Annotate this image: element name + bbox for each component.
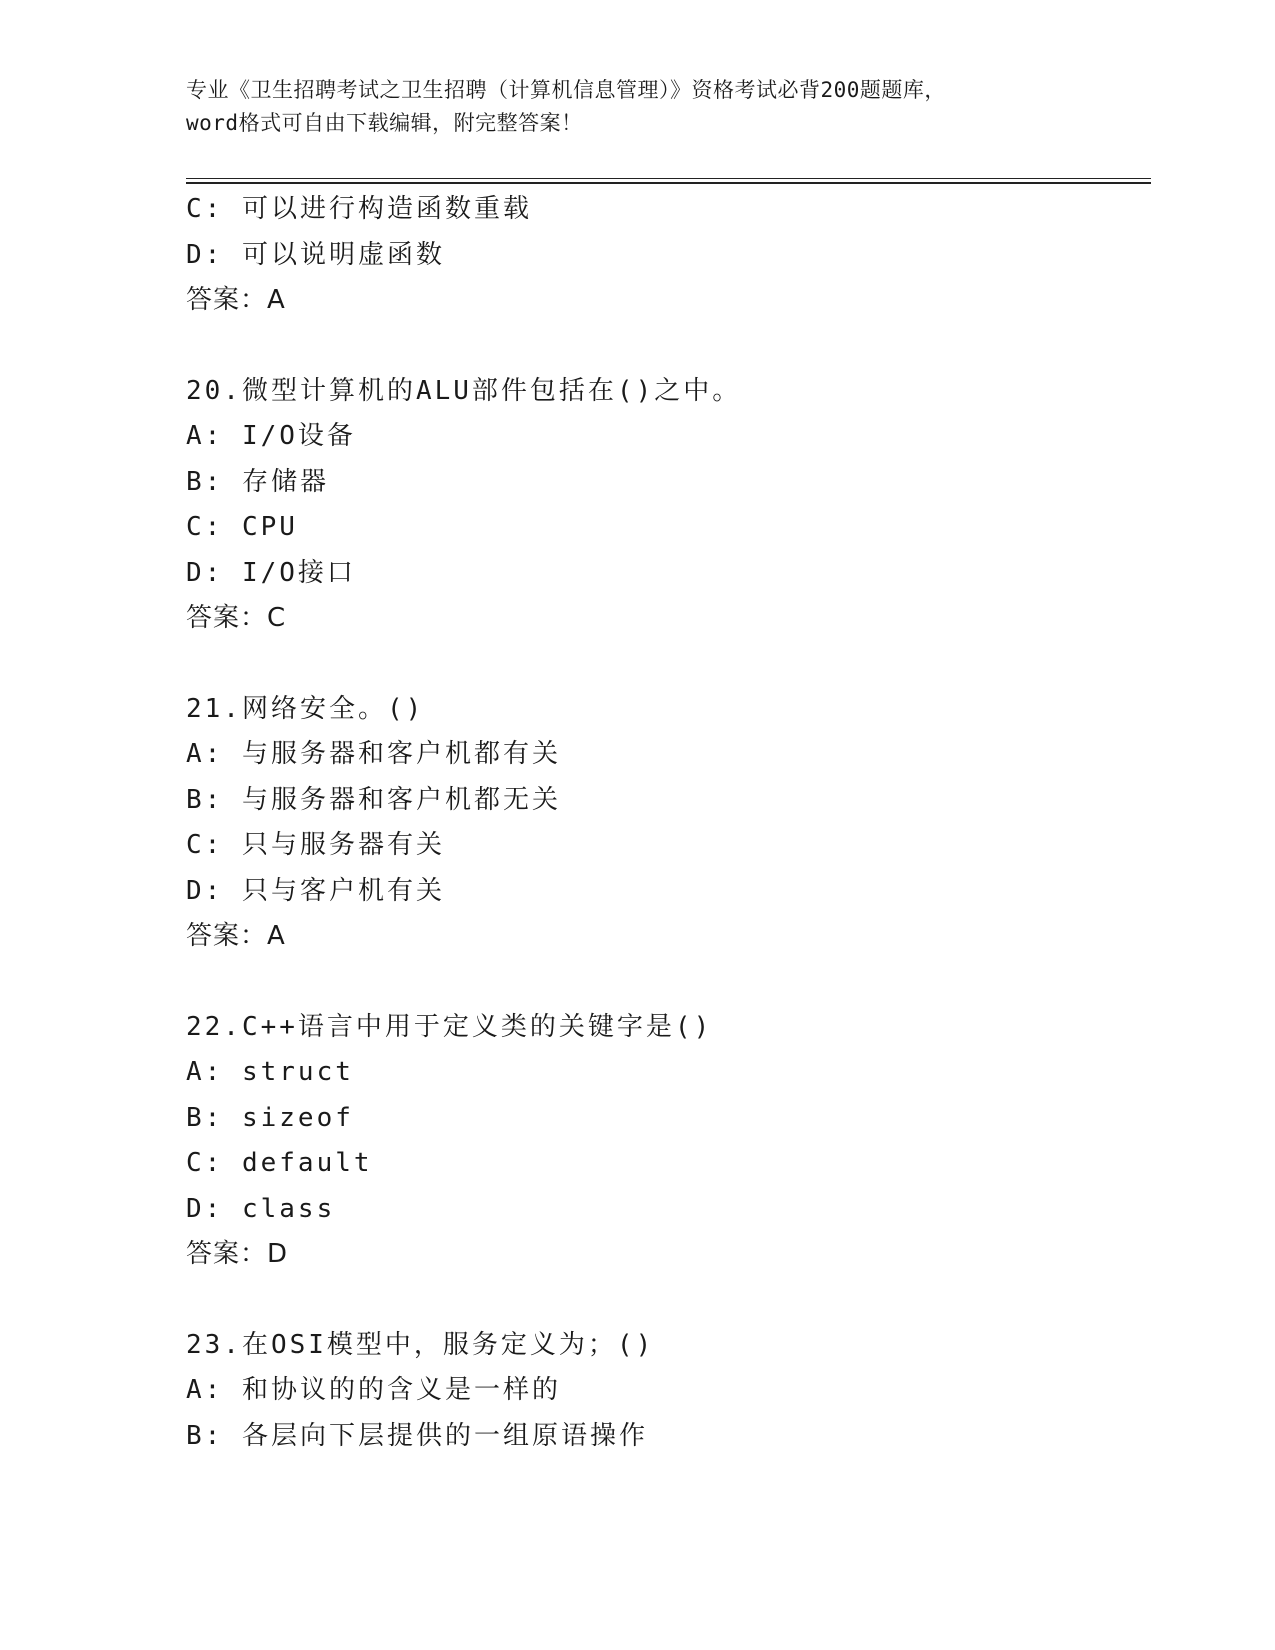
option-b: B: 与服务器和客户机都无关 <box>186 784 561 815</box>
question-text: 21.网络安全。() <box>186 693 425 724</box>
option-c: C: 只与服务器有关 <box>186 830 445 860</box>
question-21 <box>186 687 1146 960</box>
option-a: A: 与服务器和客户机都有关 <box>186 739 561 769</box>
header-divider-thin <box>186 178 1151 179</box>
answer-line: 答案：A <box>186 921 286 951</box>
header-title-line-2: word格式可自由下载编辑，附完整答案！ <box>186 111 583 135</box>
option-b: B: sizeof <box>186 1102 354 1133</box>
document-header <box>186 74 1086 140</box>
question-text: 23.在OSI模型中，服务定义为；() <box>186 1329 655 1360</box>
spacer <box>186 960 1146 1005</box>
option-c: C: 可以进行构造函数重载 <box>186 194 532 224</box>
option-d: D: I/O接口 <box>186 557 356 588</box>
header-title-line-1: 专业《卫生招聘考试之卫生招聘（计算机信息管理）》资格考试必背200题题库， <box>186 78 946 102</box>
option-c: C: default <box>186 1148 373 1178</box>
option-b: B: 各层向下层提供的一组原语操作 <box>186 1420 648 1451</box>
question-text: 22.C++语言中用于定义类的关键字是() <box>186 1011 713 1042</box>
option-d: D: 只与客户机有关 <box>186 875 445 906</box>
option-d: D: class <box>186 1193 336 1224</box>
spacer <box>186 324 1146 369</box>
option-b: B: 存储器 <box>186 466 329 497</box>
option-d: D: 可以说明虚函数 <box>186 239 445 270</box>
spacer <box>186 642 1146 687</box>
answer-line: 答案：C <box>186 603 287 633</box>
question-20 <box>186 369 1146 642</box>
question-list <box>186 187 1146 1459</box>
header-divider-thick <box>186 182 1151 184</box>
question-22 <box>186 1005 1146 1278</box>
option-a: A: 和协议的的含义是一样的 <box>186 1375 561 1405</box>
spacer <box>186 1278 1146 1323</box>
question-19-tail <box>186 187 1146 324</box>
option-a: A: I/O设备 <box>186 421 356 451</box>
answer-line: 答案：D <box>186 1239 289 1269</box>
answer-line: 答案：A <box>186 285 286 315</box>
question-text: 20.微型计算机的ALU部件包括在()之中。 <box>186 375 742 406</box>
option-a: A: struct <box>186 1057 354 1087</box>
question-23 <box>186 1323 1146 1460</box>
option-c: C: CPU <box>186 512 298 542</box>
